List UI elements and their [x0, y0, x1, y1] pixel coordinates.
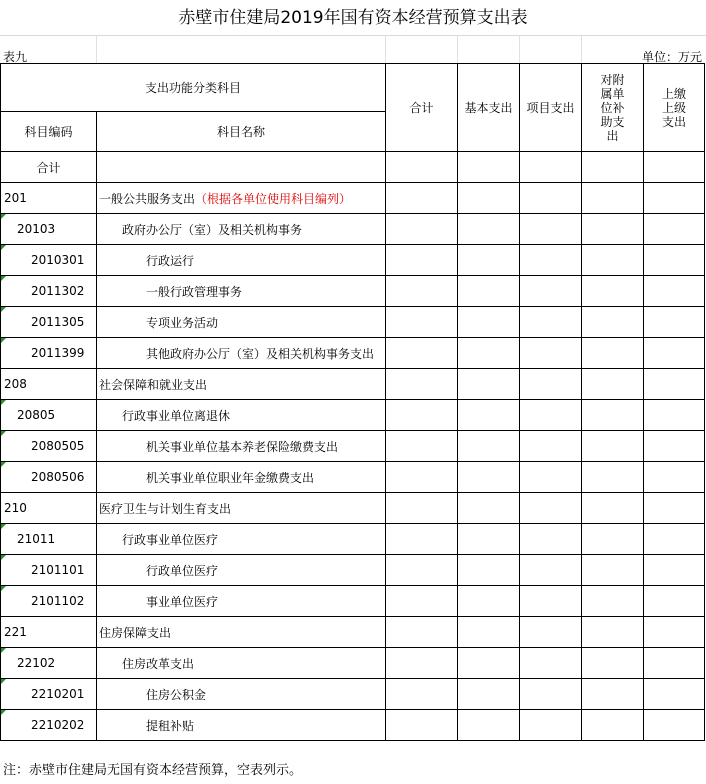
subject-code-text: 22102	[17, 656, 56, 670]
table-row	[1, 276, 705, 307]
header-project: 项目支出	[520, 64, 582, 152]
amount-cell	[520, 493, 582, 524]
amount-cell	[458, 617, 520, 648]
cell-comment-marker	[1, 648, 6, 653]
amount-cell	[582, 245, 644, 276]
subject-code	[1, 307, 97, 338]
amount-cell	[386, 679, 458, 710]
subject-code	[1, 555, 97, 586]
subject-name	[97, 648, 386, 679]
table-row	[1, 400, 705, 431]
amount-cell	[520, 555, 582, 586]
subject-name-text: 专项业务活动	[146, 315, 219, 330]
subject-name	[97, 524, 386, 555]
table-row	[1, 307, 705, 338]
grid-line	[96, 36, 97, 63]
cell-comment-marker	[1, 307, 6, 312]
amount-cell	[386, 431, 458, 462]
table-row	[1, 648, 705, 679]
subtitle-row	[0, 36, 706, 63]
subject-name	[97, 586, 386, 617]
amount-cell	[644, 245, 705, 276]
table-row	[1, 524, 705, 555]
amount-cell	[520, 679, 582, 710]
subject-name-text: 行政事业单位医疗	[122, 532, 219, 547]
subject-name	[97, 369, 386, 400]
table-row	[1, 710, 705, 741]
amount-cell	[520, 245, 582, 276]
amount-cell	[458, 493, 520, 524]
amount-cell	[582, 524, 644, 555]
subject-name-text: 一般公共服务支出	[99, 191, 196, 206]
subject-code	[1, 400, 97, 431]
amount-cell	[386, 307, 458, 338]
amount-cell	[386, 276, 458, 307]
amount-cell	[520, 462, 582, 493]
amount-cell	[520, 338, 582, 369]
subject-name-text: 医疗卫生与计划生育支出	[99, 501, 232, 516]
subject-code	[1, 245, 97, 276]
amount-cell	[458, 307, 520, 338]
grid-line	[581, 36, 582, 63]
subject-name-text: 行政运行	[146, 253, 195, 268]
amount-cell	[520, 276, 582, 307]
subject-name	[97, 183, 386, 214]
amount-cell	[582, 617, 644, 648]
cell-comment-marker	[1, 586, 6, 591]
cell-comment-marker	[1, 214, 6, 219]
header-row	[1, 64, 705, 112]
subject-name-text: 住房改革支出	[122, 656, 195, 671]
subject-code-text: 201	[4, 191, 27, 205]
amount-cell	[644, 586, 705, 617]
amount-cell	[458, 338, 520, 369]
amount-cell	[458, 462, 520, 493]
total-label: 合计	[1, 152, 97, 183]
subject-code	[1, 462, 97, 493]
header-group: 支出功能分类科目	[1, 64, 386, 112]
table-row	[1, 493, 705, 524]
amount-cell	[520, 617, 582, 648]
subject-name	[97, 214, 386, 245]
table-row	[1, 245, 705, 276]
cell-comment-marker	[1, 338, 6, 343]
subject-code	[1, 369, 97, 400]
subject-code-text: 2101101	[31, 563, 85, 577]
subject-name	[97, 431, 386, 462]
subject-code-text: 208	[4, 377, 27, 391]
amount-cell	[582, 276, 644, 307]
amount-cell	[520, 369, 582, 400]
subject-code	[1, 493, 97, 524]
table-row	[1, 462, 705, 493]
amount-cell	[458, 431, 520, 462]
subject-name	[97, 617, 386, 648]
amount-cell	[644, 710, 705, 741]
header-upper-text: 上缴上级支出	[661, 86, 686, 129]
unit-label: 单位：万元	[641, 50, 702, 64]
subject-code-text: 2210201	[31, 687, 85, 701]
cell-comment-marker	[1, 462, 6, 467]
cell	[458, 152, 520, 183]
subject-name-text: 住房公积金	[146, 687, 207, 702]
subject-code	[1, 648, 97, 679]
cell-comment-marker	[1, 245, 6, 250]
subject-code	[1, 586, 97, 617]
amount-cell	[644, 679, 705, 710]
subject-code-text: 21011	[17, 532, 56, 546]
subject-name-text: 事业单位医疗	[146, 594, 219, 609]
cell-comment-marker	[1, 555, 6, 560]
grid-line	[385, 36, 386, 63]
amount-cell	[520, 400, 582, 431]
amount-cell	[520, 648, 582, 679]
amount-cell	[582, 586, 644, 617]
amount-cell	[386, 245, 458, 276]
amount-cell	[386, 400, 458, 431]
amount-cell	[582, 462, 644, 493]
table-row	[1, 555, 705, 586]
amount-cell	[644, 648, 705, 679]
subject-name-text: 行政事业单位离退休	[122, 408, 231, 423]
subject-code-text: 2101102	[31, 594, 85, 608]
amount-cell	[458, 648, 520, 679]
grid-line	[457, 36, 458, 63]
amount-cell	[458, 679, 520, 710]
amount-cell	[644, 369, 705, 400]
amount-cell	[520, 524, 582, 555]
amount-cell	[644, 276, 705, 307]
amount-cell	[582, 431, 644, 462]
amount-cell	[582, 214, 644, 245]
amount-cell	[582, 493, 644, 524]
subject-name-text: 政府办公厅（室）及相关机构事务	[122, 222, 303, 237]
amount-cell	[520, 214, 582, 245]
amount-cell	[458, 276, 520, 307]
subject-code	[1, 183, 97, 214]
amount-cell	[386, 462, 458, 493]
subject-code	[1, 214, 97, 245]
subject-code-text: 2210202	[31, 718, 85, 732]
cell-comment-marker	[1, 400, 6, 405]
amount-cell	[458, 214, 520, 245]
amount-cell	[458, 183, 520, 214]
amount-cell	[520, 183, 582, 214]
table-row	[1, 338, 705, 369]
amount-cell	[644, 462, 705, 493]
amount-cell	[582, 338, 644, 369]
cell	[644, 152, 705, 183]
amount-cell	[520, 431, 582, 462]
header-upper	[644, 64, 705, 152]
subject-name-text: 提租补贴	[146, 718, 195, 733]
table-row	[1, 183, 705, 214]
amount-cell	[644, 493, 705, 524]
amount-cell	[644, 617, 705, 648]
table-row	[1, 617, 705, 648]
amount-cell	[582, 710, 644, 741]
subject-code	[1, 431, 97, 462]
amount-cell	[644, 400, 705, 431]
amount-cell	[458, 400, 520, 431]
cell-comment-marker	[1, 710, 6, 715]
subject-code-text: 2011305	[31, 315, 85, 329]
subject-name-text: 住房保障支出	[99, 625, 172, 640]
budget-table	[0, 63, 705, 741]
amount-cell	[458, 245, 520, 276]
amount-cell	[520, 307, 582, 338]
subject-name-text: 一般行政管理事务	[146, 284, 243, 299]
subject-name-text: 社会保障和就业支出	[99, 377, 208, 392]
subject-code-text: 2011399	[31, 346, 85, 360]
amount-cell	[386, 524, 458, 555]
subject-name	[97, 245, 386, 276]
subject-code	[1, 276, 97, 307]
subject-name	[97, 338, 386, 369]
subject-code-text: 2010301	[31, 253, 85, 267]
amount-cell	[582, 400, 644, 431]
cell-comment-marker	[1, 276, 6, 281]
amount-cell	[582, 679, 644, 710]
header-name: 科目名称	[97, 112, 386, 152]
header-total: 合计	[386, 64, 458, 152]
subject-name-text: 行政单位医疗	[146, 563, 219, 578]
subject-code	[1, 338, 97, 369]
header-subsidy-text: 对附属单位补助支出	[600, 72, 625, 143]
amount-cell	[644, 431, 705, 462]
amount-cell	[582, 555, 644, 586]
subject-name	[97, 493, 386, 524]
footnote: 注：赤壁市住建局无国有资本经营预算，空表列示。	[3, 763, 303, 778]
amount-cell	[386, 586, 458, 617]
amount-cell	[582, 369, 644, 400]
table-row	[1, 214, 705, 245]
subject-code-text: 2080505	[31, 439, 85, 453]
subject-code-text: 20103	[17, 222, 56, 236]
amount-cell	[644, 524, 705, 555]
cell-comment-marker	[1, 431, 6, 436]
amount-cell	[458, 369, 520, 400]
subject-name	[97, 307, 386, 338]
subject-name	[97, 710, 386, 741]
amount-cell	[644, 214, 705, 245]
amount-cell	[644, 307, 705, 338]
subject-name-text: 机关事业单位职业年金缴费支出	[146, 470, 315, 485]
subject-name	[97, 276, 386, 307]
subject-name-text: 机关事业单位基本养老保险缴费支出	[146, 439, 339, 454]
subject-note: （根据各单位使用科目编列）	[195, 191, 352, 206]
amount-cell	[386, 493, 458, 524]
subject-code-text: 2080506	[31, 470, 85, 484]
cell-comment-marker	[1, 679, 6, 684]
grid-line	[519, 36, 520, 63]
amount-cell	[386, 648, 458, 679]
amount-cell	[458, 586, 520, 617]
subject-code	[1, 679, 97, 710]
total-row	[1, 152, 705, 183]
amount-cell	[582, 648, 644, 679]
table-title: 赤壁市住建局2019年国有资本经营预算支出表	[0, 0, 706, 36]
amount-cell	[386, 338, 458, 369]
amount-cell	[386, 214, 458, 245]
amount-cell	[458, 555, 520, 586]
amount-cell	[582, 183, 644, 214]
header-code: 科目编码	[1, 112, 97, 152]
amount-cell	[386, 710, 458, 741]
cell-comment-marker	[1, 524, 6, 529]
subject-name-text: 其他政府办公厅（室）及相关机构事务支出	[146, 346, 375, 361]
amount-cell	[520, 586, 582, 617]
amount-cell	[386, 369, 458, 400]
subject-code-text: 2011302	[31, 284, 85, 298]
subject-code	[1, 710, 97, 741]
table-row	[1, 586, 705, 617]
subject-name	[97, 462, 386, 493]
subject-code-text: 20805	[17, 408, 56, 422]
amount-cell	[520, 710, 582, 741]
amount-cell	[458, 524, 520, 555]
sheet-number: 表九	[3, 50, 28, 64]
cell	[97, 152, 386, 183]
amount-cell	[644, 338, 705, 369]
subject-name	[97, 555, 386, 586]
subject-name	[97, 400, 386, 431]
amount-cell	[582, 307, 644, 338]
subject-code	[1, 524, 97, 555]
header-subsidy	[582, 64, 644, 152]
amount-cell	[386, 555, 458, 586]
cell	[582, 152, 644, 183]
subject-code-text: 210	[4, 501, 27, 515]
cell	[386, 152, 458, 183]
amount-cell	[644, 555, 705, 586]
amount-cell	[386, 617, 458, 648]
table-row	[1, 431, 705, 462]
amount-cell	[644, 183, 705, 214]
amount-cell	[458, 710, 520, 741]
subject-name	[97, 679, 386, 710]
subject-code-text: 221	[4, 625, 27, 639]
cell	[520, 152, 582, 183]
subject-code	[1, 617, 97, 648]
table-row	[1, 679, 705, 710]
table-row	[1, 369, 705, 400]
amount-cell	[386, 183, 458, 214]
header-basic: 基本支出	[458, 64, 520, 152]
